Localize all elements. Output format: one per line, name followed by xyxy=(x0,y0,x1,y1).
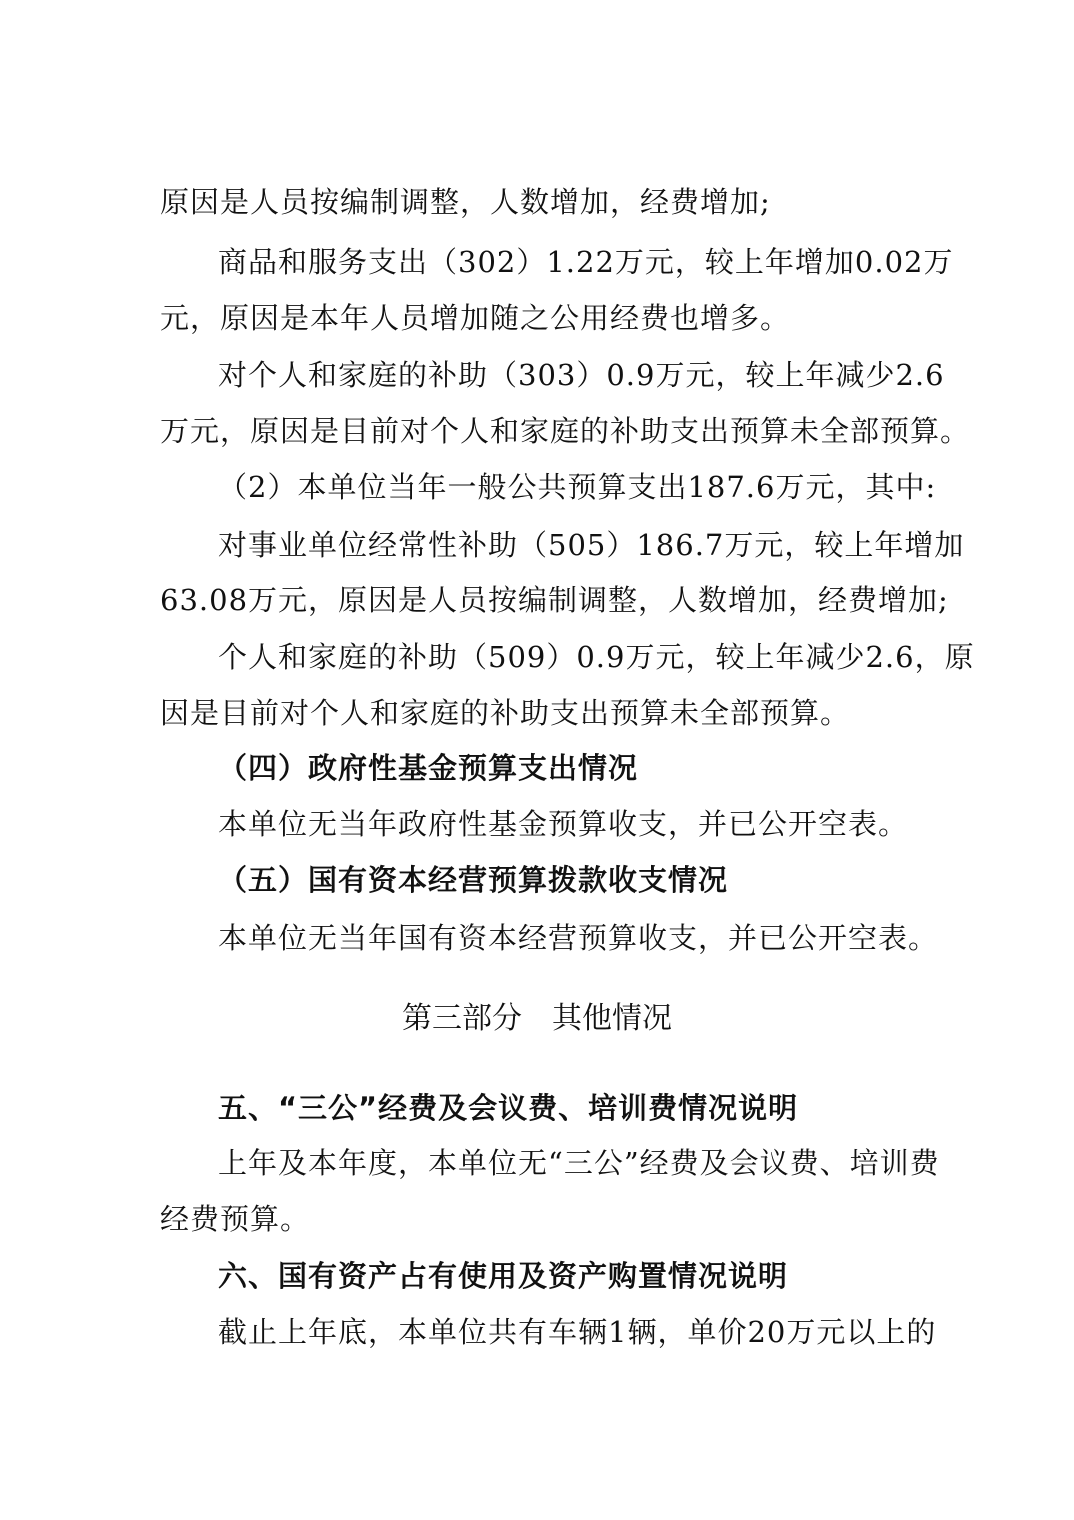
body-text-line: 商品和服务支出（302）1.22万元，较上年增加0.02万 xyxy=(218,245,954,279)
body-text-line: 63.08万元，原因是人员按编制调整，人数增加，经费增加; xyxy=(160,583,949,617)
body-text-line: 对事业单位经常性补助（505）186.7万元，较上年增加 xyxy=(218,528,965,562)
body-text-line: 截止上年底，本单位共有车辆1辆，单价20万元以上的 xyxy=(218,1315,937,1349)
body-text-line: 经费预算。 xyxy=(160,1202,311,1236)
body-text-line: （2）本单位当年一般公共预算支出187.6万元，其中: xyxy=(218,470,937,504)
body-text-line: 元，原因是本年人员增加随之公用经费也增多。 xyxy=(160,301,791,335)
section-heading-state-capital: （五）国有资本经营预算拨款收支情况 xyxy=(218,863,729,897)
body-text-line: 万元，原因是目前对个人和家庭的补助支出预算未全部预算。 xyxy=(160,414,971,448)
body-text-line: 原因是人员按编制调整，人数增加，经费增加; xyxy=(160,185,771,219)
body-text-line: 因是目前对个人和家庭的补助支出预算未全部预算。 xyxy=(160,696,851,730)
body-text-line: 个人和家庭的补助（509）0.9万元，较上年减少2.6，原 xyxy=(218,640,975,674)
body-text-line: 上年及本年度，本单位无“三公”经费及会议费、培训费 xyxy=(218,1146,940,1180)
body-text-line: 本单位无当年国有资本经营预算收支，并已公开空表。 xyxy=(218,921,939,955)
section-heading-three-public: 五、“三公”经费及会议费、培训费情况说明 xyxy=(218,1091,799,1125)
part-title: 第三部分 其他情况 xyxy=(402,1001,672,1036)
section-heading-state-assets: 六、国有资产占有使用及资产购置情况说明 xyxy=(218,1259,789,1293)
body-text-line: 本单位无当年政府性基金预算收支，并已公开空表。 xyxy=(218,807,909,841)
body-text-line: 对个人和家庭的补助（303）0.9万元，较上年减少2.6 xyxy=(218,358,945,392)
section-heading-government-fund: （四）政府性基金预算支出情况 xyxy=(218,751,639,785)
